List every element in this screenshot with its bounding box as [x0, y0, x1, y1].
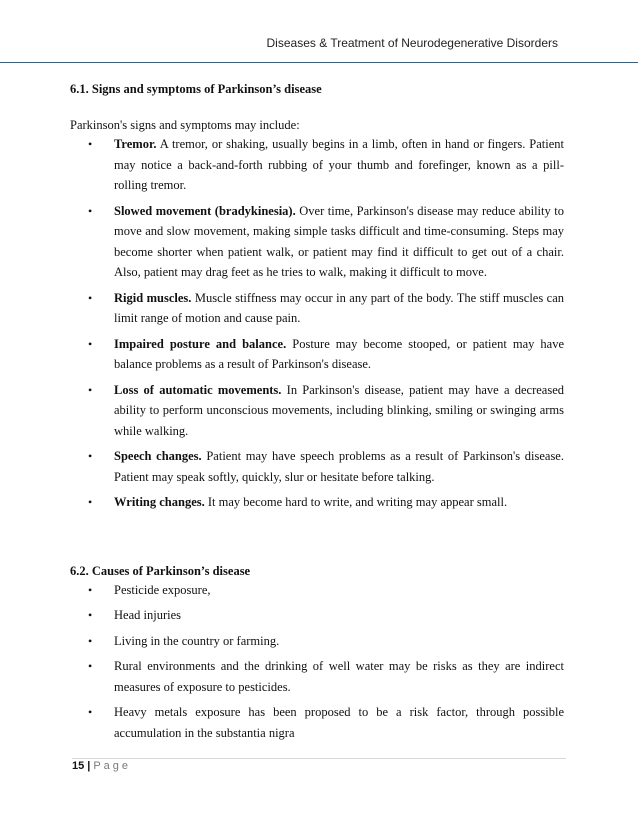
bullet-icon: • [88, 608, 93, 622]
symptom-text: A tremor, or shaking, usually begins in a limb, often in hand or fingers. Patient may notice a back-and-forth rubbing of your thumb and forefinger, known as a pill-rolling tremor. [114, 137, 564, 192]
bullet-icon: • [88, 449, 93, 463]
symptom-term: Rigid muscles. [114, 290, 192, 305]
bullet-icon: • [88, 705, 93, 719]
symptom-text: Patient may have speech problems as a result of Parkinson's disease. Patient may speak softly, quickly, slur or hesitate before talking. [114, 449, 564, 484]
symptom-text: It may become hard to write, and writing may appear small. [204, 495, 508, 509]
symptom-text: Posture may become stooped, or patient may have balance problems as a result of Parkinson's disease. [114, 336, 565, 371]
list-item [70, 702, 564, 743]
section-heading-signs-symptoms: 6.1. Signs and symptoms of Parkinson’s disease [70, 82, 322, 96]
cause-text: Rural environments and the drinking of well water may be risks as they are indirect measures of exposure to pesticides. [114, 659, 564, 694]
bullet-icon: • [88, 336, 93, 351]
list-item [70, 631, 564, 652]
list-item [70, 656, 564, 697]
causes-list [70, 580, 564, 744]
bullet-icon: • [88, 659, 93, 673]
bullet-icon: • [88, 495, 93, 509]
bullet-icon: • [88, 633, 93, 648]
cause-text: Head injuries [114, 608, 181, 622]
page-number: 15 [72, 760, 85, 772]
page-label: Page [93, 760, 132, 772]
symptom-text: Over time, Parkinson's disease may reduce ability to move and slow movement, making simple tasks difficult and time-consuming. Steps may become shorter when patient walk, or patient may find it difficult to get out of a chair. Also, patient may drag feet as he tries to walk, making it difficult to move. [114, 203, 564, 279]
cause-text: Living in the country or farming. [114, 633, 280, 648]
cause-text: Pesticide exposure, [114, 582, 211, 597]
bullet-icon: • [88, 582, 93, 597]
bullet-icon: • [88, 382, 93, 397]
running-header: Diseases & Treatment of Neurodegenerative Disorders [266, 36, 558, 50]
header-rule [0, 62, 638, 63]
symptoms-list [70, 134, 564, 513]
bullet-icon: • [88, 290, 93, 305]
cause-text: Heavy metals exposure has been proposed to be a risk factor, through possible accumulation in the substantia nigra [114, 705, 564, 740]
list-item [70, 334, 564, 375]
symptom-term: Loss of automatic movements. [114, 382, 282, 397]
symptom-term: Slowed movement (bradykinesia). [114, 203, 296, 218]
list-item [70, 201, 564, 283]
list-item [70, 446, 564, 487]
symptom-term: Tremor. [114, 137, 157, 151]
symptom-text: In Parkinson's disease, patient may have a decreased ability to perform unconscious movements, including blinking, smiling or swinging arms while walking. [114, 382, 564, 438]
bullet-icon: • [88, 137, 93, 151]
symptom-term: Impaired posture and balance. [114, 336, 287, 351]
page-content [70, 80, 564, 748]
list-item [70, 492, 564, 513]
list-item [70, 380, 564, 442]
bullet-icon: • [88, 203, 93, 218]
symptom-term: Speech changes. [114, 449, 202, 463]
page-footer [72, 760, 566, 772]
list-item [70, 605, 564, 626]
causes-section [70, 562, 564, 744]
list-item [70, 580, 564, 601]
list-item [70, 288, 564, 329]
page-separator: | [87, 760, 91, 772]
symptom-term: Writing changes. [114, 495, 205, 509]
section-heading-causes: 6.2. Causes of Parkinson’s disease [70, 563, 251, 578]
footer-rule [72, 758, 566, 759]
intro-paragraph: Parkinson's signs and symptoms may include: [70, 118, 300, 132]
list-item [70, 134, 564, 196]
symptom-text: Muscle stiffness may occur in any part of the body. The stiff muscles can limit range of motion and cause pain. [114, 290, 564, 325]
